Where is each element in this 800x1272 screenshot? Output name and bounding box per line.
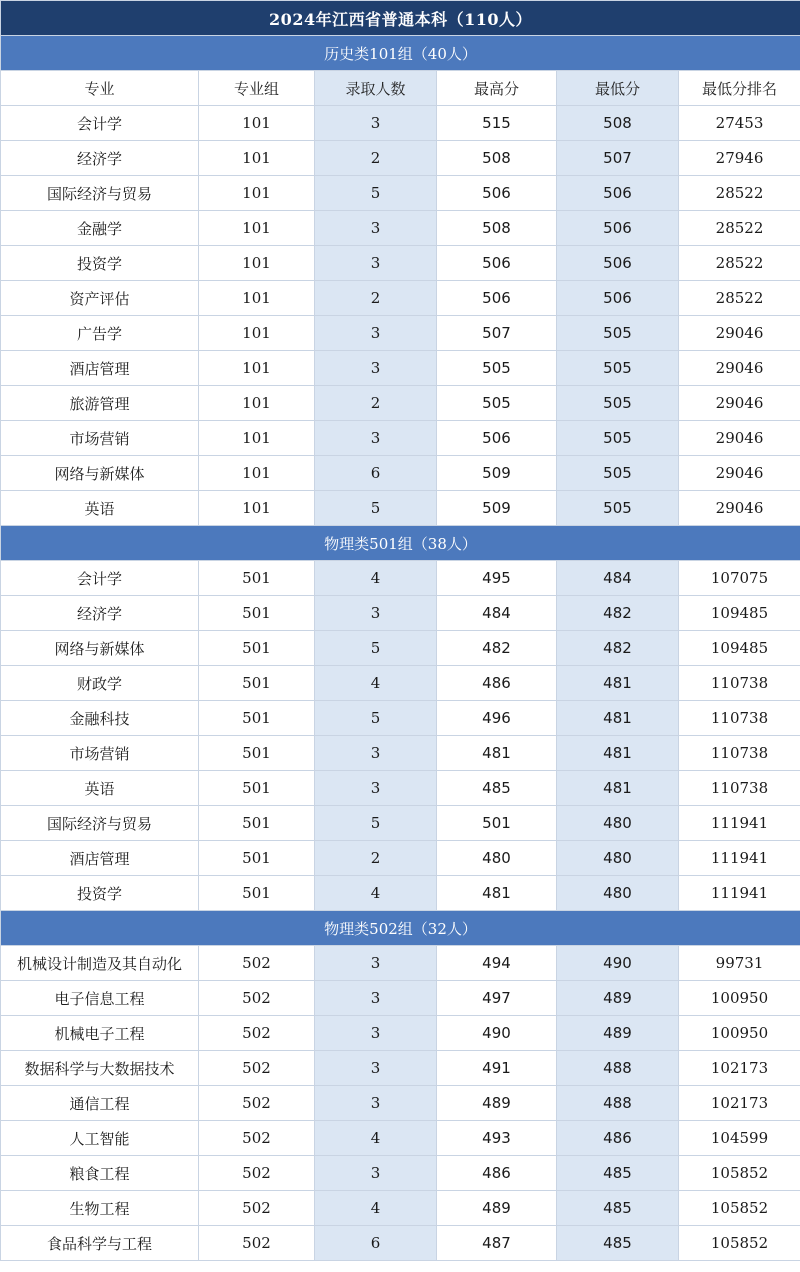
cell-group-code: 501: [199, 771, 315, 806]
cell-min-score: 481: [557, 771, 679, 806]
cell-group-code: 501: [199, 631, 315, 666]
cell-min-score: 506: [557, 246, 679, 281]
cell-max-score: 496: [437, 701, 557, 736]
cell-min-score-rank: 102173: [679, 1051, 800, 1086]
cell-admitted-count: 6: [315, 456, 437, 491]
cell-min-score-rank: 29046: [679, 421, 800, 456]
cell-admitted-count: 4: [315, 666, 437, 701]
cell-group-code: 501: [199, 806, 315, 841]
cell-min-score-rank: 109485: [679, 596, 800, 631]
cell-admitted-count: 3: [315, 316, 437, 351]
cell-admitted-count: 3: [315, 421, 437, 456]
table-row: [1, 106, 800, 141]
cell-admitted-count: 3: [315, 211, 437, 246]
cell-min-score-rank: 109485: [679, 631, 800, 666]
cell-major: 网络与新媒体: [1, 631, 199, 666]
cell-group-code: 501: [199, 596, 315, 631]
table-row: [1, 421, 800, 456]
cell-major: 机械电子工程: [1, 1016, 199, 1051]
table-row: [1, 1226, 800, 1261]
cell-min-score-rank: 29046: [679, 456, 800, 491]
cell-min-score: 480: [557, 806, 679, 841]
table-title-row: [1, 1, 800, 36]
cell-admitted-count: 5: [315, 176, 437, 211]
cell-min-score: 506: [557, 211, 679, 246]
table-row: [1, 351, 800, 386]
cell-group-code: 502: [199, 1226, 315, 1261]
cell-max-score: 501: [437, 806, 557, 841]
cell-group-code: 501: [199, 701, 315, 736]
cell-admitted-count: 5: [315, 631, 437, 666]
cell-min-score-rank: 110738: [679, 771, 800, 806]
cell-min-score: 505: [557, 456, 679, 491]
group-header: 物理类502组（32人）: [1, 911, 800, 946]
cell-max-score: 508: [437, 211, 557, 246]
cell-group-code: 101: [199, 456, 315, 491]
cell-min-score-rank: 110738: [679, 666, 800, 701]
table-row: [1, 211, 800, 246]
table-row: [1, 1191, 800, 1226]
cell-major: 会计学: [1, 106, 199, 141]
table-row: [1, 1016, 800, 1051]
table-row: [1, 456, 800, 491]
cell-max-score: 485: [437, 771, 557, 806]
cell-major: 网络与新媒体: [1, 456, 199, 491]
cell-major: 酒店管理: [1, 351, 199, 386]
cell-major: 机械设计制造及其自动化: [1, 946, 199, 981]
cell-major: 经济学: [1, 596, 199, 631]
cell-max-score: 515: [437, 106, 557, 141]
cell-min-score: 481: [557, 666, 679, 701]
cell-min-score-rank: 104599: [679, 1121, 800, 1156]
cell-major: 通信工程: [1, 1086, 199, 1121]
table-row: [1, 281, 800, 316]
cell-major: 国际经济与贸易: [1, 806, 199, 841]
cell-min-score: 481: [557, 701, 679, 736]
cell-min-score-rank: 99731: [679, 946, 800, 981]
cell-min-score: 482: [557, 631, 679, 666]
cell-max-score: 482: [437, 631, 557, 666]
cell-min-score: 489: [557, 1016, 679, 1051]
cell-min-score-rank: 105852: [679, 1226, 800, 1261]
cell-max-score: 506: [437, 421, 557, 456]
cell-major: 投资学: [1, 876, 199, 911]
cell-group-code: 101: [199, 351, 315, 386]
cell-major: 英语: [1, 771, 199, 806]
cell-admitted-count: 3: [315, 106, 437, 141]
cell-admitted-count: 4: [315, 1191, 437, 1226]
table-row: [1, 141, 800, 176]
cell-max-score: 489: [437, 1086, 557, 1121]
cell-group-code: 101: [199, 316, 315, 351]
cell-min-score-rank: 100950: [679, 1016, 800, 1051]
group-header-row: [1, 36, 800, 71]
cell-min-score-rank: 107075: [679, 561, 800, 596]
cell-min-score: 505: [557, 316, 679, 351]
cell-min-score: 486: [557, 1121, 679, 1156]
cell-major: 旅游管理: [1, 386, 199, 421]
cell-admitted-count: 5: [315, 491, 437, 526]
cell-min-score-rank: 28522: [679, 176, 800, 211]
cell-group-code: 101: [199, 176, 315, 211]
cell-min-score: 485: [557, 1226, 679, 1261]
table-row: [1, 666, 800, 701]
cell-group-code: 101: [199, 421, 315, 456]
cell-major: 市场营销: [1, 421, 199, 456]
cell-min-score-rank: 105852: [679, 1156, 800, 1191]
table-row: [1, 1051, 800, 1086]
cell-max-score: 494: [437, 946, 557, 981]
cell-major: 财政学: [1, 666, 199, 701]
cell-min-score-rank: 110738: [679, 736, 800, 771]
cell-min-score-rank: 27453: [679, 106, 800, 141]
cell-admitted-count: 3: [315, 351, 437, 386]
table-row: [1, 1086, 800, 1121]
cell-max-score: 481: [437, 876, 557, 911]
cell-min-score-rank: 110738: [679, 701, 800, 736]
cell-max-score: 486: [437, 666, 557, 701]
cell-min-score-rank: 100950: [679, 981, 800, 1016]
cell-max-score: 489: [437, 1191, 557, 1226]
cell-major: 资产评估: [1, 281, 199, 316]
cell-admitted-count: 3: [315, 736, 437, 771]
cell-admitted-count: 5: [315, 806, 437, 841]
cell-min-score: 481: [557, 736, 679, 771]
cell-min-score: 508: [557, 106, 679, 141]
cell-major: 投资学: [1, 246, 199, 281]
cell-group-code: 101: [199, 141, 315, 176]
cell-min-score: 490: [557, 946, 679, 981]
cell-major: 经济学: [1, 141, 199, 176]
cell-admitted-count: 3: [315, 596, 437, 631]
cell-min-score: 482: [557, 596, 679, 631]
cell-max-score: 491: [437, 1051, 557, 1086]
cell-group-code: 101: [199, 246, 315, 281]
cell-max-score: 506: [437, 176, 557, 211]
table-row: [1, 701, 800, 736]
cell-max-score: 495: [437, 561, 557, 596]
cell-max-score: 508: [437, 141, 557, 176]
cell-admitted-count: 3: [315, 1051, 437, 1086]
cell-group-code: 501: [199, 561, 315, 596]
cell-group-code: 502: [199, 1086, 315, 1121]
cell-min-score: 505: [557, 491, 679, 526]
cell-group-code: 501: [199, 736, 315, 771]
cell-group-code: 502: [199, 1191, 315, 1226]
cell-admitted-count: 2: [315, 141, 437, 176]
cell-admitted-count: 6: [315, 1226, 437, 1261]
column-header-row: [1, 71, 800, 106]
group-header-row: [1, 911, 800, 946]
cell-min-score: 488: [557, 1051, 679, 1086]
cell-group-code: 502: [199, 1121, 315, 1156]
table-row: [1, 631, 800, 666]
cell-admitted-count: 2: [315, 841, 437, 876]
cell-max-score: 481: [437, 736, 557, 771]
cell-group-code: 101: [199, 211, 315, 246]
cell-group-code: 101: [199, 491, 315, 526]
cell-admitted-count: 2: [315, 386, 437, 421]
cell-major: 会计学: [1, 561, 199, 596]
cell-group-code: 502: [199, 981, 315, 1016]
cell-max-score: 486: [437, 1156, 557, 1191]
table-row: [1, 771, 800, 806]
cell-group-code: 101: [199, 281, 315, 316]
cell-major: 食品科学与工程: [1, 1226, 199, 1261]
cell-max-score: 487: [437, 1226, 557, 1261]
cell-admitted-count: 3: [315, 246, 437, 281]
cell-min-score: 506: [557, 281, 679, 316]
table-row: [1, 736, 800, 771]
cell-admitted-count: 3: [315, 981, 437, 1016]
cell-admitted-count: 2: [315, 281, 437, 316]
cell-min-score: 485: [557, 1191, 679, 1226]
cell-admitted-count: 5: [315, 701, 437, 736]
table-row: [1, 806, 800, 841]
cell-min-score: 507: [557, 141, 679, 176]
cell-min-score-rank: 29046: [679, 386, 800, 421]
cell-max-score: 505: [437, 351, 557, 386]
cell-max-score: 480: [437, 841, 557, 876]
column-header-max-score: 最高分: [437, 71, 557, 106]
cell-min-score-rank: 29046: [679, 316, 800, 351]
cell-min-score: 505: [557, 421, 679, 456]
cell-major: 酒店管理: [1, 841, 199, 876]
cell-group-code: 502: [199, 946, 315, 981]
cell-group-code: 101: [199, 386, 315, 421]
cell-min-score-rank: 28522: [679, 211, 800, 246]
cell-min-score-rank: 111941: [679, 841, 800, 876]
cell-group-code: 502: [199, 1156, 315, 1191]
cell-admitted-count: 3: [315, 1156, 437, 1191]
cell-min-score-rank: 111941: [679, 806, 800, 841]
table-row: [1, 316, 800, 351]
cell-min-score: 485: [557, 1156, 679, 1191]
table-title: 2024年江西省普通本科（110人）: [1, 1, 800, 36]
cell-max-score: 509: [437, 456, 557, 491]
cell-min-score-rank: 27946: [679, 141, 800, 176]
table-row: [1, 491, 800, 526]
cell-major: 英语: [1, 491, 199, 526]
cell-major: 金融科技: [1, 701, 199, 736]
table-row: [1, 1121, 800, 1156]
column-header-min-score-rank: 最低分排名: [679, 71, 800, 106]
cell-max-score: 507: [437, 316, 557, 351]
cell-min-score: 484: [557, 561, 679, 596]
cell-group-code: 501: [199, 666, 315, 701]
cell-group-code: 101: [199, 106, 315, 141]
cell-major: 市场营销: [1, 736, 199, 771]
cell-min-score: 480: [557, 876, 679, 911]
cell-major: 国际经济与贸易: [1, 176, 199, 211]
cell-max-score: 506: [437, 281, 557, 316]
cell-major: 数据科学与大数据技术: [1, 1051, 199, 1086]
table-row: [1, 981, 800, 1016]
table-row: [1, 841, 800, 876]
cell-min-score-rank: 102173: [679, 1086, 800, 1121]
cell-admitted-count: 3: [315, 1086, 437, 1121]
cell-group-code: 501: [199, 841, 315, 876]
table-row: [1, 596, 800, 631]
cell-admitted-count: 4: [315, 561, 437, 596]
cell-min-score: 489: [557, 981, 679, 1016]
cell-admitted-count: 4: [315, 1121, 437, 1156]
table-row: [1, 386, 800, 421]
cell-admitted-count: 4: [315, 876, 437, 911]
cell-min-score: 505: [557, 351, 679, 386]
group-header-row: [1, 526, 800, 561]
cell-max-score: 484: [437, 596, 557, 631]
group-header: 物理类501组（38人）: [1, 526, 800, 561]
cell-admitted-count: 3: [315, 946, 437, 981]
cell-min-score: 488: [557, 1086, 679, 1121]
table-row: [1, 876, 800, 911]
table-row: [1, 176, 800, 211]
cell-group-code: 502: [199, 1016, 315, 1051]
group-header: 历史类101组（40人）: [1, 36, 800, 71]
table-row: [1, 561, 800, 596]
cell-max-score: 506: [437, 246, 557, 281]
cell-min-score-rank: 28522: [679, 281, 800, 316]
column-header-major: 专业: [1, 71, 199, 106]
admission-table-body: [1, 1, 800, 1261]
cell-min-score-rank: 29046: [679, 491, 800, 526]
cell-group-code: 502: [199, 1051, 315, 1086]
cell-min-score: 506: [557, 176, 679, 211]
cell-max-score: 497: [437, 981, 557, 1016]
cell-admitted-count: 3: [315, 771, 437, 806]
cell-major: 人工智能: [1, 1121, 199, 1156]
cell-min-score: 480: [557, 841, 679, 876]
cell-max-score: 493: [437, 1121, 557, 1156]
cell-admitted-count: 3: [315, 1016, 437, 1051]
column-header-group-code: 专业组: [199, 71, 315, 106]
column-header-admitted-count: 录取人数: [315, 71, 437, 106]
cell-min-score-rank: 105852: [679, 1191, 800, 1226]
cell-min-score-rank: 111941: [679, 876, 800, 911]
cell-major: 金融学: [1, 211, 199, 246]
column-header-min-score: 最低分: [557, 71, 679, 106]
cell-group-code: 501: [199, 876, 315, 911]
cell-major: 电子信息工程: [1, 981, 199, 1016]
cell-min-score-rank: 28522: [679, 246, 800, 281]
table-row: [1, 1156, 800, 1191]
cell-max-score: 509: [437, 491, 557, 526]
cell-min-score-rank: 29046: [679, 351, 800, 386]
cell-min-score: 505: [557, 386, 679, 421]
cell-major: 广告学: [1, 316, 199, 351]
cell-max-score: 505: [437, 386, 557, 421]
cell-major: 粮食工程: [1, 1156, 199, 1191]
cell-major: 生物工程: [1, 1191, 199, 1226]
table-row: [1, 246, 800, 281]
cell-max-score: 490: [437, 1016, 557, 1051]
table-row: [1, 946, 800, 981]
